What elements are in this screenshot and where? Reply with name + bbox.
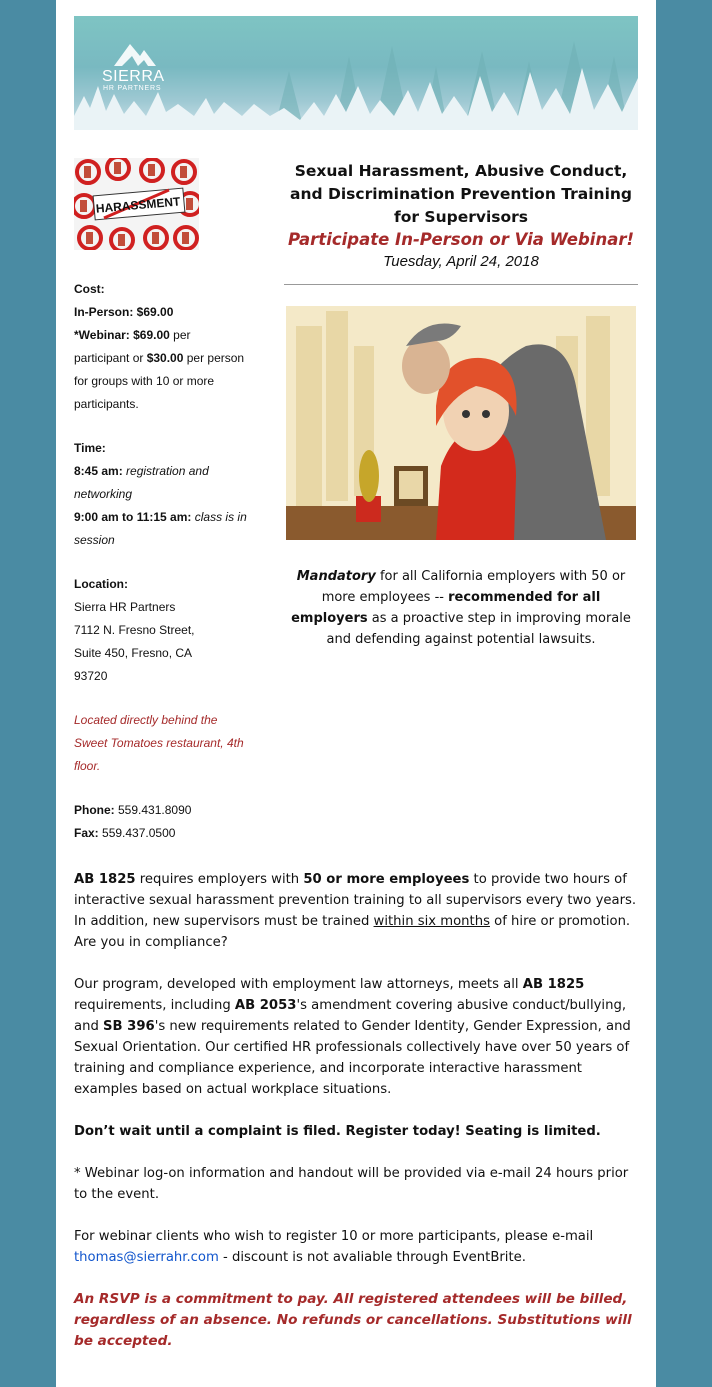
harassment-scene-image <box>286 306 636 540</box>
employee-threshold: 50 or more employees <box>303 872 470 887</box>
ab1825-term: AB 1825 <box>74 872 136 887</box>
cost-block <box>74 278 249 416</box>
ab2053-term: AB 2053 <box>234 998 297 1013</box>
register-callout: Don’t wait until a complaint is filed. Register today! Seating is limited. <box>74 1124 601 1139</box>
logo-name: SIERRA <box>102 68 165 85</box>
paragraph-ab1825 <box>74 869 638 953</box>
phone-line <box>74 799 249 822</box>
location-block <box>74 573 249 688</box>
email-link[interactable]: thomas@sierrahr.com <box>74 1250 219 1265</box>
event-subtitle: Participate In-Person or Via Webinar! <box>288 230 634 249</box>
time-class <box>74 506 249 552</box>
event-header <box>284 160 638 285</box>
program-text-2: requirements, including <box>74 998 235 1013</box>
webinar-price-text-1: per participant or <box>74 328 191 365</box>
event-details-column <box>74 158 249 845</box>
group-registration-text-1: For webinar clients who wish to register 10 or more participants, please e-mail <box>74 1229 594 1244</box>
location-line: Suite 450, Fresno, CA <box>74 646 193 660</box>
time-registration-text: registration and networking <box>74 464 209 501</box>
location-note: Located directly behind the Sweet Tomatoes restaurant, 4th floor. <box>74 713 244 773</box>
ab1825-term: AB 1825 <box>522 977 585 992</box>
time-block <box>74 437 249 552</box>
header-banner <box>74 16 638 130</box>
program-text-1: Our program, developed with employment law attorneys, meets all <box>74 977 523 992</box>
mountain-logo-icon <box>114 44 156 66</box>
mandatory-recommendation: recommended for all employers <box>291 590 601 626</box>
mandatory-emphasis: Mandatory <box>296 569 376 584</box>
phone-label: Phone: <box>74 803 115 817</box>
phone-number: 559.431.8090 <box>114 803 192 817</box>
body-content <box>74 869 638 1373</box>
cost-label: Cost: <box>74 282 105 296</box>
contact-block <box>74 799 249 845</box>
event-date: Tuesday, April 24, 2018 <box>383 253 539 270</box>
ab1825-text-1: requires employers with <box>135 872 304 887</box>
location-line: Sierra HR Partners <box>74 600 176 614</box>
time-class-text: class is in session <box>74 510 247 547</box>
logo-subtitle: HR PARTNERS <box>103 85 162 92</box>
location-label: Location: <box>74 577 128 591</box>
webinar-group-price: $30.00 <box>146 351 184 365</box>
webinar-price <box>74 324 249 416</box>
ab1825-text-3: of hire or promotion. Are you in compliance? <box>74 914 631 950</box>
webinar-price-label: *Webinar: $69.00 <box>74 328 170 342</box>
time-registration-hour: 8:45 am: <box>74 464 123 478</box>
divider <box>284 284 638 285</box>
paragraph-program <box>74 974 638 1100</box>
location-line: 93720 <box>74 669 108 683</box>
six-months-text: within six months <box>373 914 490 929</box>
no-harassment-graphic <box>74 158 199 250</box>
harassment-image <box>74 158 199 250</box>
harassment-image-label: HARASSMENT <box>95 194 181 216</box>
email-page <box>56 0 656 1387</box>
group-registration-text-2: - discount is not avaliable through EventBrite. <box>218 1250 526 1265</box>
webinar-note: * Webinar log-on information and handout will be provided via e-mail 24 hours prior to the event. <box>74 1166 629 1202</box>
fax-number: 559.437.0500 <box>98 826 176 840</box>
event-title: Sexual Harassment, Abusive Conduct, and Discrimination Prevention Training for Supervisors <box>289 162 633 226</box>
location-line: 7112 N. Fresno Street, <box>74 623 195 637</box>
ab1825-text-2: to provide two hours of interactive sexual harassment prevention training to all supervisors every two years. In addition, new supervisors must be trained <box>74 872 637 929</box>
inperson-price: In-Person: $69.00 <box>74 305 174 319</box>
time-registration <box>74 460 249 506</box>
time-class-hours: 9:00 am to 11:15 am: <box>74 510 192 524</box>
program-text-3: 's amendment covering abusive conduct/bullying, and <box>74 998 627 1034</box>
rsvp-policy: An RSVP is a commitment to pay. All registered attendees will be billed, regardless of an absence. No refunds or cancellations. Substitutions will be accepted. <box>74 1291 632 1349</box>
time-label: Time: <box>74 441 106 455</box>
group-registration-note <box>74 1226 638 1268</box>
fax-label: Fax: <box>74 826 99 840</box>
sb396-term: SB 396 <box>103 1019 155 1034</box>
mandatory-notice <box>284 566 638 650</box>
program-text-4: 's new requirements related to Gender Identity, Gender Expression, and Sexual Orientation. Our certified HR professionals collectively have over 50 years of training and compliance experience, and incorporate interactive harassment examples based on actual workplace situations. <box>74 1019 631 1097</box>
mandatory-text-2: as a proactive step in improving morale and defending against potential lawsuits. <box>326 611 631 647</box>
fax-line <box>74 822 249 845</box>
workplace-illustration <box>286 306 636 540</box>
webinar-price-text-2: per person for groups with 10 or more participants. <box>74 351 245 411</box>
mandatory-text-1: for all California employers with 50 or more employees -- <box>321 569 626 605</box>
